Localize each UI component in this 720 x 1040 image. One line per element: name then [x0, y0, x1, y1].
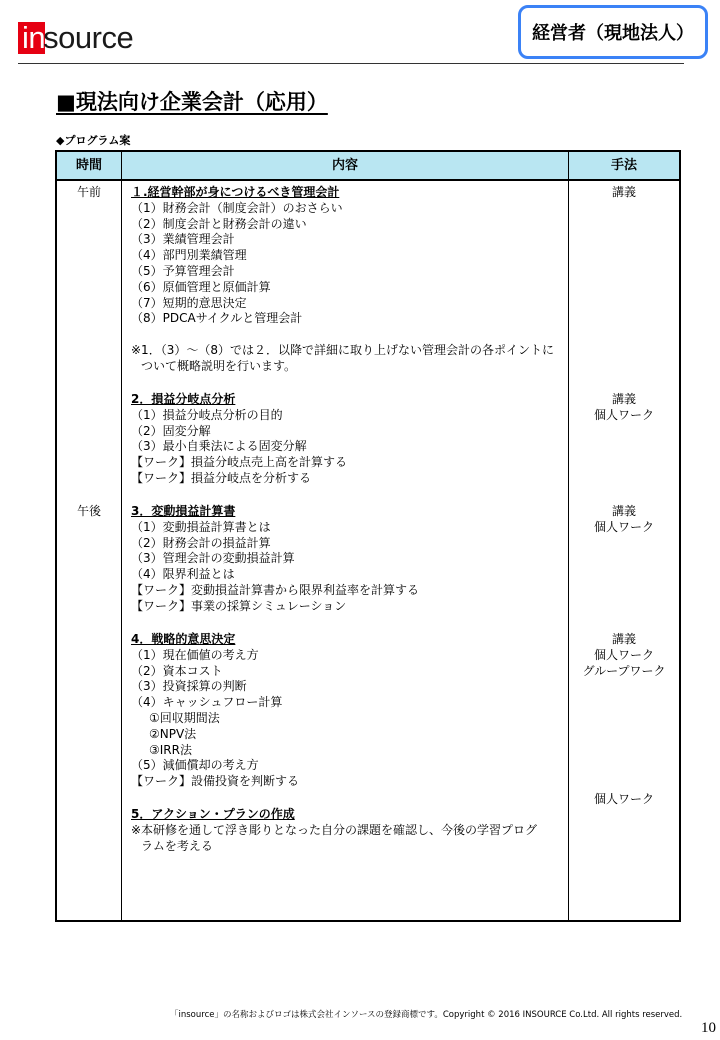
list-item: （3）投資採算の判断: [131, 679, 247, 694]
method-section-1: [569, 185, 679, 201]
method-label: 講義: [611, 504, 636, 518]
section-note: ※1．（3）～（8）では２．以降で詳細に取り上げない管理会計の各ポイントに: [131, 343, 554, 358]
list-item: 【ワーク】設備投資を判断する: [131, 774, 300, 789]
logo-in: in: [22, 20, 46, 55]
sub-item: ①回収期間法: [149, 710, 220, 725]
section-heading: 3．変動損益計算書: [131, 504, 236, 518]
section-note: ※本研修を通して浮き彫りとなった自分の課題を確認し、今後の学習プログ: [131, 822, 538, 837]
list-item: 【ワーク】事業の採算シミュレーション: [131, 598, 347, 613]
list-item: （8）PDCAサイクルと管理会計: [131, 311, 303, 326]
list-item: （1）変動損益計算書とは: [131, 519, 271, 534]
method-label: 講義: [611, 632, 636, 646]
list-item: （1）財務会計（制度会計）のおさらい: [131, 200, 343, 215]
sub-item: ②NPV法: [149, 726, 197, 741]
section-4: [131, 632, 299, 790]
sub-item: ③IRR法: [149, 742, 192, 757]
header-method: 手法: [610, 158, 637, 173]
section-heading: 5．アクション・プランの作成: [131, 807, 295, 821]
section-heading: 4．戦略的意思決定: [131, 632, 236, 646]
list-item: （4）限界利益とは: [131, 567, 235, 582]
copyright-footer: 「insource」の名称およびロゴは株式会社インソースの登録商標です。Copyright © 2016 INSOURCE Co.Ltd. All rights reserved.: [170, 1010, 683, 1020]
method-label: 講義: [611, 392, 636, 406]
section-1: [131, 185, 554, 375]
method-label: 個人ワーク: [593, 407, 654, 422]
logo-wordmark: [22, 18, 133, 58]
program-subheading: ◆プログラム案: [56, 134, 131, 147]
section-note: ついて概略説明を行います。: [141, 358, 297, 373]
header-content: 内容: [331, 158, 358, 173]
program-table: [55, 150, 681, 922]
column-divider: [121, 152, 122, 920]
list-item: （1）損益分岐点分析の目的: [131, 407, 283, 422]
section-5: [131, 807, 537, 854]
method-label: 講義: [611, 185, 636, 199]
list-item: 【ワーク】損益分岐点売上高を計算する: [131, 455, 348, 470]
header-time: 時間: [75, 158, 102, 173]
list-item: （3）最小自乗法による固変分解: [131, 439, 307, 454]
section-3: [131, 504, 419, 615]
page-number: 10: [701, 1020, 716, 1036]
list-item: （7）短期的意思決定: [131, 295, 247, 310]
method-section-4: [569, 632, 679, 679]
target-audience-badge: 経営者（現地法人）: [518, 5, 708, 59]
list-item: 【ワーク】損益分岐点を分析する: [131, 470, 312, 485]
list-item: 【ワーク】変動損益計算書から限界利益率を計算する: [131, 582, 420, 597]
page-title: ■現法向け企業会計（応用）: [56, 90, 328, 114]
list-item: （3）管理会計の変動損益計算: [131, 551, 295, 566]
list-item: （4）キャッシュフロー計算: [131, 695, 283, 710]
time-afternoon: 午後: [76, 504, 101, 518]
header-divider: [18, 63, 684, 64]
method-section-2: [569, 392, 679, 424]
list-item: （2）制度会計と財務会計の違い: [131, 216, 307, 231]
table-header-row: [57, 152, 679, 181]
method-section-5: [569, 792, 679, 808]
list-item: （3）業績管理会計: [131, 232, 235, 247]
list-item: （5）予算管理会計: [131, 263, 235, 278]
insource-logo: [18, 18, 158, 58]
section-heading: 2．損益分岐点分析: [131, 392, 236, 406]
method-label: グループワーク: [582, 663, 666, 678]
method-label: 個人ワーク: [593, 792, 654, 806]
list-item: （2）固変分解: [131, 423, 211, 438]
list-item: （6）原価管理と原価計算: [131, 279, 271, 294]
list-item: （5）減価償却の考え方: [131, 758, 259, 773]
list-item: （2）資本コスト: [131, 663, 223, 678]
time-morning: 午前: [76, 185, 101, 199]
list-item: （2）財務会計の損益計算: [131, 535, 271, 550]
section-note: ラムを考える: [141, 838, 213, 853]
list-item: （4）部門別業績管理: [131, 248, 247, 263]
logo-source: source: [43, 20, 134, 55]
method-label: 個人ワーク: [593, 647, 654, 662]
section-heading: １.経営幹部が身につけるべき管理会計: [131, 185, 340, 199]
method-label: 個人ワーク: [593, 519, 654, 534]
list-item: （1）現在価値の考え方: [131, 647, 259, 662]
method-section-3: [569, 504, 679, 536]
section-2: [131, 392, 347, 487]
